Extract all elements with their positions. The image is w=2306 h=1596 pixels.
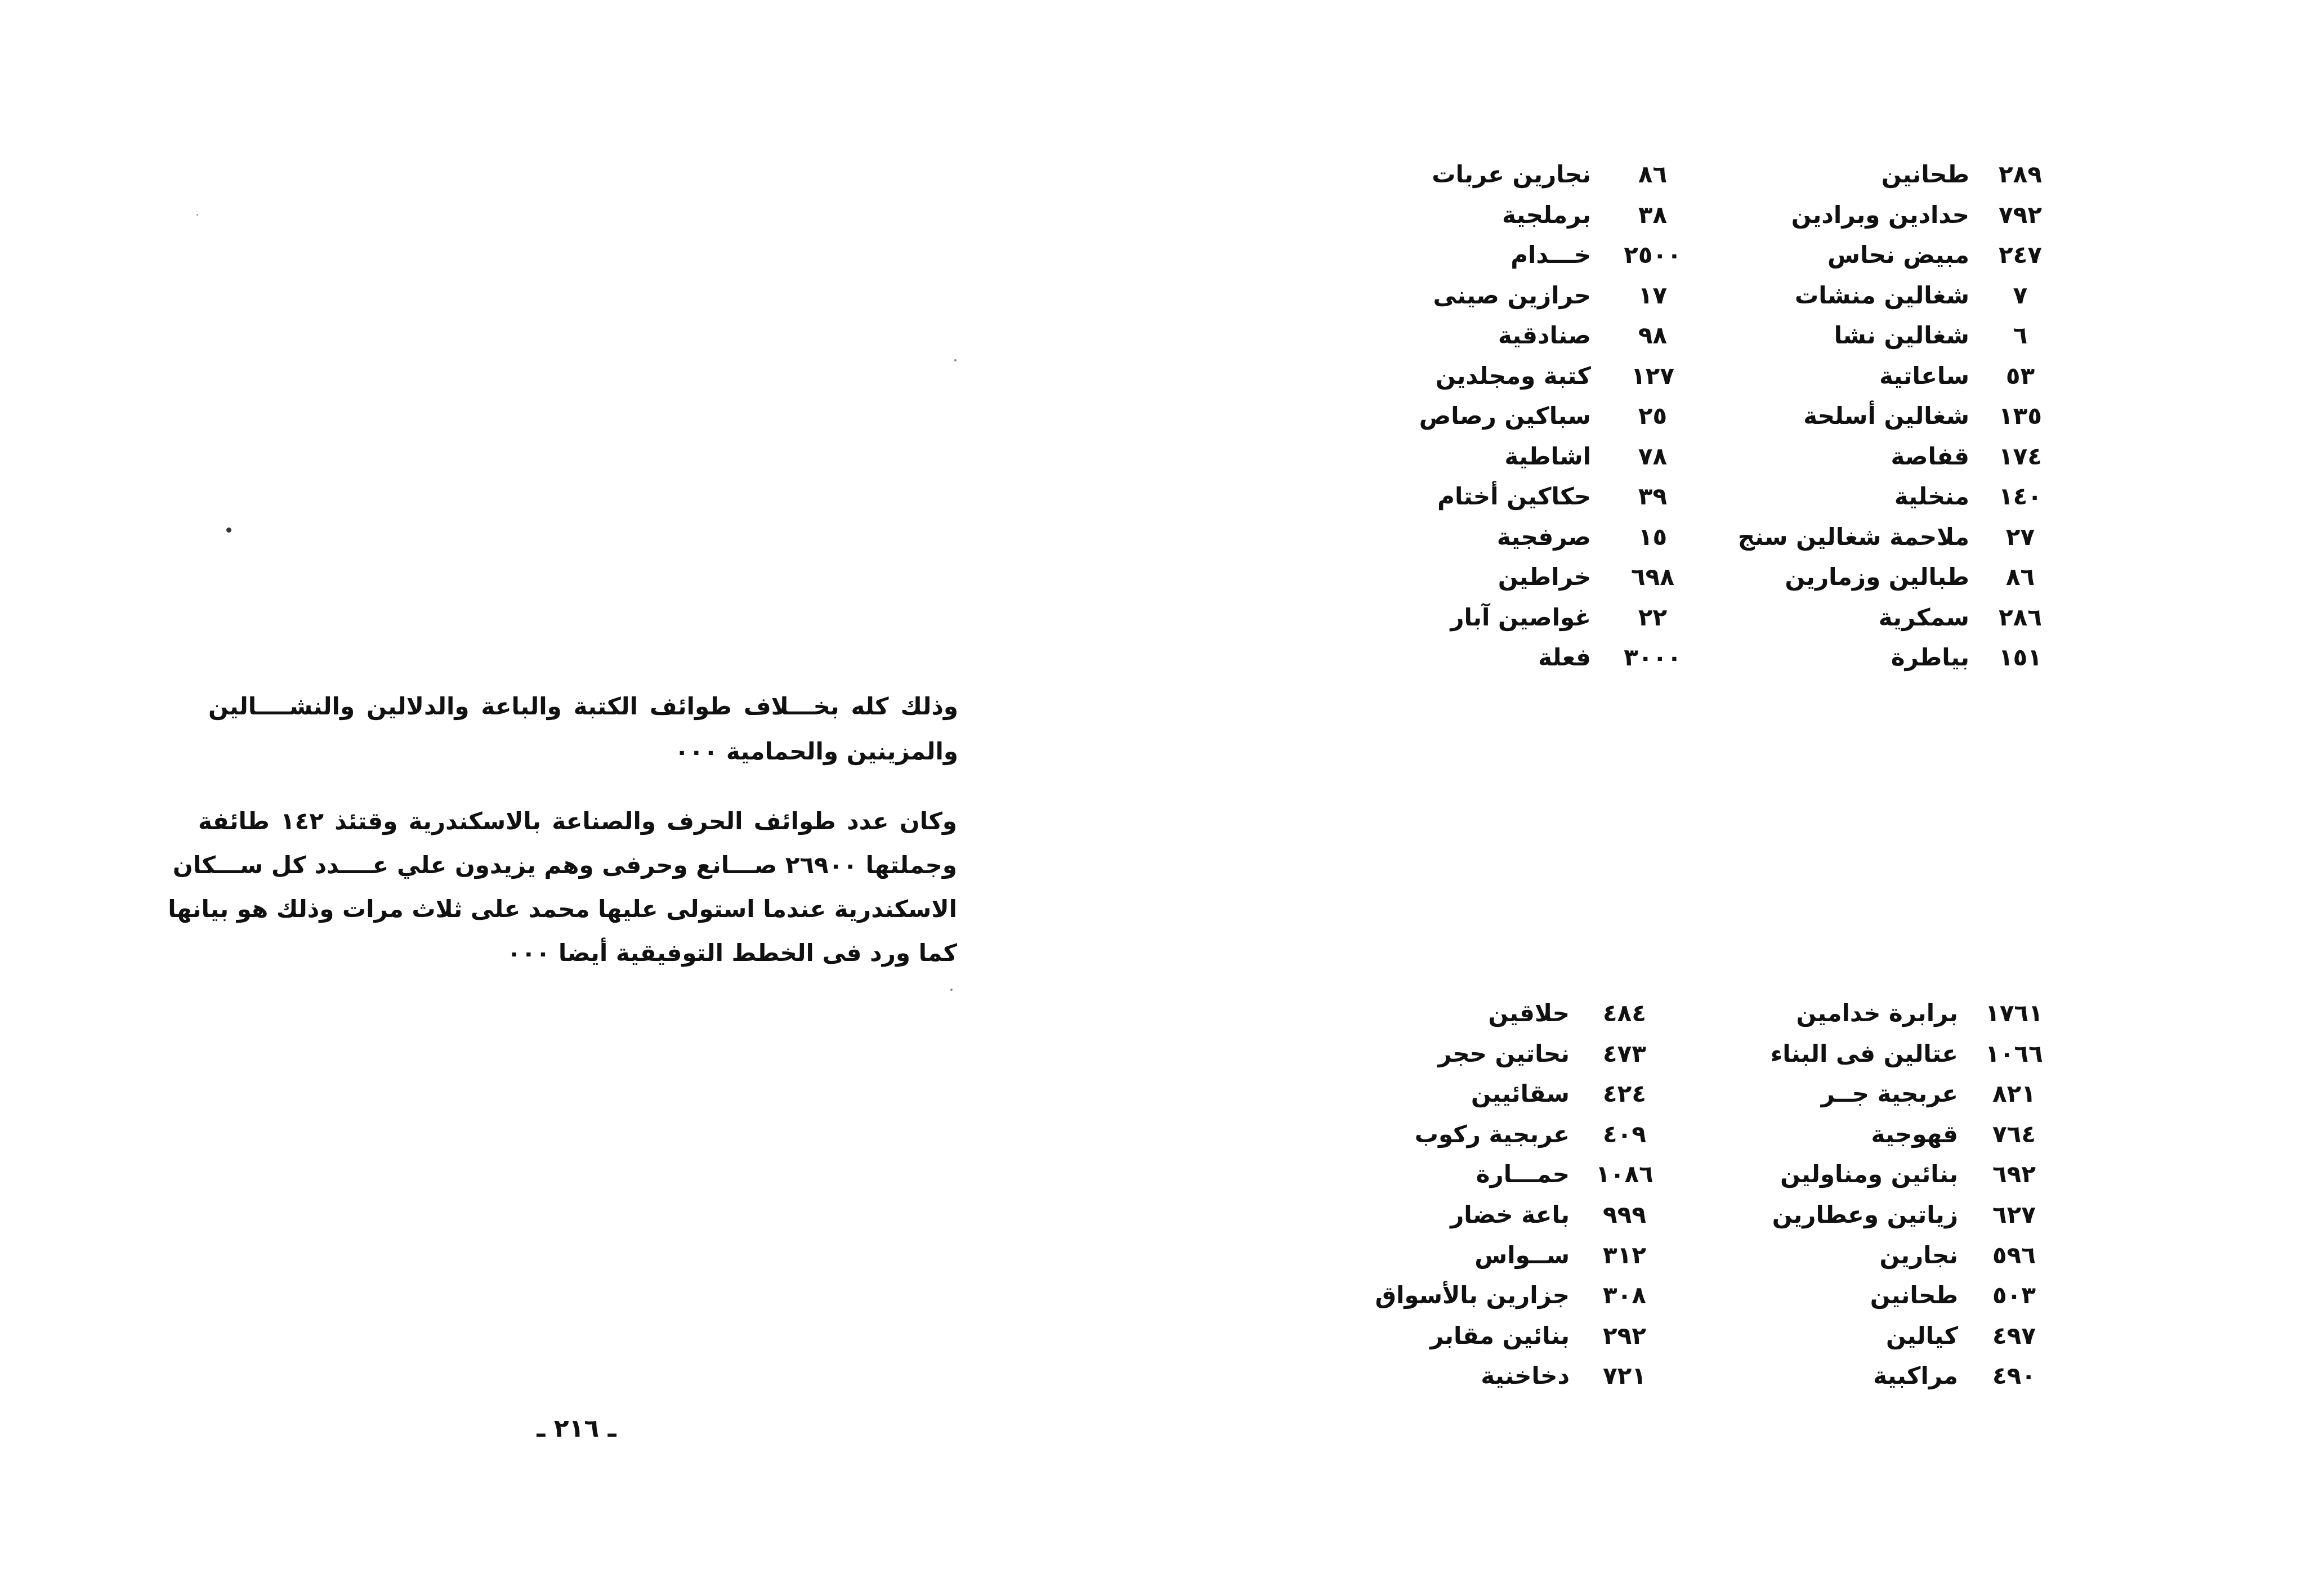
count-value: ٦ — [2013, 321, 2028, 349]
guild-name: خراطين — [1498, 563, 1591, 591]
count-value: ٧ — [2013, 281, 2028, 309]
guild-name: حدادين وبرادين — [1791, 200, 1969, 229]
count-value: ٥٠٣ — [1992, 1281, 2036, 1309]
guild-name: جزارين بالأسواق — [1375, 1281, 1570, 1309]
page-number: ـ ٢١٦ ـ — [537, 1414, 616, 1443]
paragraph-line: والمزينين والحمامية ٠٠٠ — [674, 737, 958, 765]
guild-name: عربجية ركوب — [1414, 1120, 1570, 1148]
count-value: ١٥١ — [1999, 643, 2042, 671]
guild-name: نجارين — [1879, 1241, 1958, 1269]
guild-name: برملجية — [1502, 200, 1591, 229]
guild-name: زياتين وعطارين — [1772, 1201, 1958, 1228]
scan-speck — [226, 527, 231, 533]
count-value: ١٠٨٦ — [1596, 1160, 1653, 1188]
count-value: ٤٧٣ — [1603, 1039, 1646, 1067]
guild-name: بنائين ومناولين — [1780, 1160, 1958, 1188]
count-value: ٨٦ — [2005, 563, 2035, 591]
count-value: ٢٧ — [2005, 522, 2035, 551]
scan-speck — [954, 359, 957, 361]
count-value: ٣١٢ — [1603, 1241, 1646, 1269]
guild-name: فعلة — [1538, 643, 1591, 671]
count-value: ٦٩٢ — [1992, 1160, 2036, 1188]
guild-name: سباكين رصاص — [1419, 402, 1591, 430]
count-value: ٤٩٧ — [1992, 1321, 2036, 1349]
guild-name: صرفجية — [1496, 522, 1591, 551]
count-value: ٥٣ — [2005, 361, 2035, 390]
scan-speck — [950, 989, 953, 991]
count-value: ٤٩٠ — [1992, 1362, 2036, 1390]
guild-name: شغالين منشات — [1795, 281, 1969, 309]
count-value: ٧٩٢ — [1999, 200, 2042, 229]
guild-name: طبالين وزمارين — [1785, 563, 1969, 591]
guild-name: بنائين مقابر — [1430, 1321, 1570, 1349]
count-value: ٣٠٨ — [1603, 1281, 1646, 1309]
guild-name: كتبة ومجلدين — [1435, 361, 1591, 390]
count-value: ٣٩ — [1638, 482, 1668, 510]
count-value: ٢٤٧ — [1999, 241, 2042, 269]
guild-name: ســواس — [1474, 1241, 1570, 1269]
guild-name: منخلية — [1894, 482, 1969, 510]
guild-name: سقائيين — [1471, 1080, 1570, 1108]
count-value: ٤٨٤ — [1603, 999, 1646, 1027]
count-value: ٢٨٩ — [1999, 160, 2042, 188]
guild-name: خـــدام — [1510, 241, 1591, 269]
paragraph-line: وكان عدد طوائف الحرف والصناعة بالاسكندرية وقتئذ ١٤٢ طائفة — [198, 807, 957, 835]
guild-name: بياطرة — [1891, 643, 1969, 671]
count-value: ٦٢٧ — [1992, 1201, 2036, 1228]
guild-name: كيالين — [1885, 1321, 1958, 1349]
count-value: ٣٠٠٠ — [1624, 643, 1682, 671]
guild-name: باعة خضار — [1450, 1201, 1570, 1228]
guild-name: غواصين آبار — [1450, 603, 1591, 631]
guild-name: اشاطية — [1504, 442, 1591, 470]
count-value: ٦٩٨ — [1631, 563, 1674, 591]
guild-name: حلاقين — [1488, 999, 1570, 1027]
count-value: ٢٩٢ — [1603, 1321, 1646, 1349]
guild-name: حرازين صينى — [1433, 281, 1591, 309]
count-value: ١٤٠ — [1999, 482, 2042, 510]
count-value: ٧٦٤ — [1992, 1120, 2036, 1148]
guild-name: عتالين فى البناء — [1770, 1039, 1958, 1067]
count-value: ٧٢١ — [1603, 1362, 1646, 1390]
paragraph-line: الاسكندرية عندما استولى عليها محمد على ثلاث مرات وذلك هو بيانها — [168, 895, 957, 923]
guild-name: عربجية جــر — [1821, 1080, 1958, 1108]
count-value: ٧٨ — [1638, 442, 1668, 470]
count-value: ١٧٦١ — [1985, 999, 2043, 1027]
guild-name: صنادقية — [1498, 321, 1591, 349]
count-value: ٩٨ — [1638, 321, 1668, 349]
count-value: ١٣٥ — [1999, 402, 2042, 430]
count-value: ٢٨٦ — [1999, 603, 2042, 631]
guild-name: شغالين نشا — [1834, 321, 1969, 349]
guild-name: طحانين — [1881, 160, 1969, 188]
guild-name: دخاخنية — [1481, 1362, 1570, 1390]
count-value: ٤٠٩ — [1603, 1120, 1646, 1148]
count-value: ٢٥ — [1638, 402, 1668, 430]
guild-name: نحاتين حجر — [1438, 1039, 1570, 1067]
guild-name: شغالين أسلحة — [1803, 402, 1969, 430]
guild-name: قهوجية — [1871, 1120, 1958, 1148]
guild-name: سمكرية — [1878, 603, 1969, 631]
count-value: ٤٢٤ — [1603, 1080, 1646, 1108]
count-value: ١٧ — [1638, 281, 1668, 309]
guild-name: حكاكين أختام — [1437, 482, 1591, 510]
guild-name: حمـــارة — [1476, 1160, 1570, 1188]
guild-name: ساعاتية — [1879, 361, 1969, 390]
paragraph-line: كما ورد فى الخطط التوفيقية أيضا ٠٠٠ — [507, 939, 957, 967]
count-value: ١٥ — [1638, 522, 1668, 551]
guild-name: طحانين — [1870, 1281, 1958, 1309]
guild-name: برابرة خدامين — [1796, 999, 1958, 1027]
guild-name: مبيض نحاس — [1827, 241, 1969, 269]
count-value: ٨٦ — [1638, 160, 1668, 188]
scan-speck — [196, 214, 198, 216]
count-value: ١٧٤ — [1999, 442, 2042, 470]
count-value: ٢٢ — [1638, 603, 1668, 631]
count-value: ١٢٧ — [1631, 361, 1674, 390]
paragraph-line: وجملتها ٢٦٩٠٠ صـــانع وحرفى وهم يزيدون علي عــــدد كل ســـكان — [172, 851, 957, 879]
count-value: ٨٢١ — [1992, 1080, 2036, 1108]
paragraph-excluded-guilds — [208, 684, 958, 774]
count-value: ٣٨ — [1638, 200, 1668, 229]
count-value: ١٠٦٦ — [1985, 1039, 2043, 1067]
guild-name: نجارين عربات — [1432, 160, 1591, 188]
paragraph-line: وذلك كله بخـــلاف طوائف الكتبة والباعة والدلالين والنشــــالين — [208, 692, 958, 720]
guild-name: قفاصة — [1891, 442, 1969, 470]
count-value: ٩٩٩ — [1603, 1201, 1646, 1228]
paragraph-alexandria-guilds — [168, 799, 957, 975]
guild-name: مراكبية — [1873, 1362, 1958, 1390]
count-value: ٢٥٠٠ — [1624, 241, 1682, 269]
count-value: ٥٩٦ — [1992, 1241, 2036, 1269]
guild-name: ملاحمة شغالين سنج — [1737, 522, 1969, 551]
